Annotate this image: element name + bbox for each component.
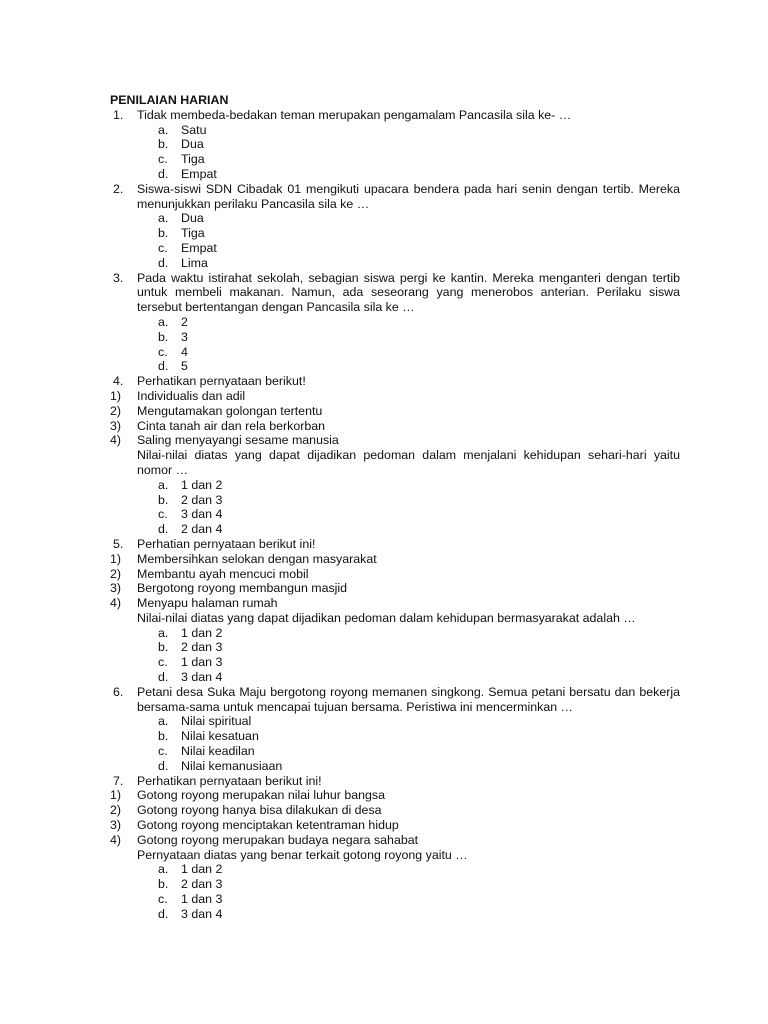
question-text: Perhatian pernyataan berikut ini! (137, 536, 316, 551)
option-text: Dua (181, 137, 204, 152)
answer-option (110, 241, 680, 256)
question-number: 4. (113, 374, 124, 389)
option-text: 2 dan 3 (181, 492, 223, 507)
option-letter: c. (158, 507, 168, 522)
answer-option (110, 152, 680, 167)
question-number: 2. (113, 181, 124, 196)
answer-option (110, 256, 680, 271)
question-text: Perhatikan pernyataan berikut ini! (137, 773, 322, 788)
question-text: Pada waktu istirahat sekolah, sebagian siswa pergi ke kantin. Mereka menganteri dengan tertib untuk membeli makanan. Namun, ada seseorang yang menerobos anterian. Perilaku siswa tersebut bertentangan dengan Pancasila sila ke … (137, 270, 680, 315)
question-text: Siswa-siswi SDN Cibadak 01 mengikuti upacara bendera pada hari senin dengan tertib. Mereka menunjukkan perilaku Pancasila sila ke … (137, 181, 680, 211)
document-body (110, 93, 680, 922)
statement-text: Cinta tanah air dan rela berkorban (137, 418, 326, 433)
option-letter: d. (158, 359, 169, 374)
statement-text: Menyapu halaman rumah (137, 596, 278, 611)
option-letter: a. (158, 314, 169, 329)
option-letter: b. (158, 329, 169, 344)
answer-option (110, 167, 680, 182)
statement-item (110, 389, 680, 404)
option-letter: b. (158, 137, 169, 152)
statement-item (110, 433, 680, 448)
option-letter: a. (158, 625, 169, 640)
option-letter: d. (158, 166, 169, 181)
option-letter: a. (158, 211, 169, 226)
question-stem (110, 374, 680, 389)
option-text: Tiga (181, 226, 205, 241)
option-letter: b. (158, 729, 169, 744)
question-list (110, 108, 680, 922)
answer-option (110, 714, 680, 729)
option-text: Lima (181, 255, 208, 270)
statement-item (110, 833, 680, 848)
answer-option (110, 137, 680, 152)
answer-option (110, 359, 680, 374)
statement-item (110, 404, 680, 419)
option-letter: b. (158, 877, 169, 892)
question-stem (110, 108, 680, 123)
statement-item (110, 567, 680, 582)
option-letter: a. (158, 122, 169, 137)
question-2 (110, 182, 680, 271)
statement-text: Individualis dan adil (137, 388, 246, 403)
answer-option (110, 226, 680, 241)
option-text: Tiga (181, 152, 205, 167)
answer-option (110, 507, 680, 522)
question-stem (110, 537, 680, 552)
option-text: 1 dan 3 (181, 892, 223, 907)
statement-number: 3) (110, 818, 122, 833)
option-letter: d. (158, 522, 169, 537)
statement-item (110, 552, 680, 567)
option-letter: a. (158, 862, 169, 877)
option-text: Nilai kemanusiaan (181, 758, 283, 773)
answer-option (110, 640, 680, 655)
question-text: Tidak membeda-bedakan teman merupakan pengamalam Pancasila sila ke- … (137, 107, 572, 122)
answer-option (110, 655, 680, 670)
answer-option (110, 744, 680, 759)
option-text: 2 dan 3 (181, 877, 223, 892)
question-1 (110, 108, 680, 182)
option-text: 2 dan 3 (181, 640, 223, 655)
question-6 (110, 685, 680, 774)
statement-text: Mengutamakan golongan tertentu (137, 403, 323, 418)
statement-text: Membersihkan selokan dengan masyarakat (137, 551, 377, 566)
answer-option (110, 892, 680, 907)
answer-option (110, 877, 680, 892)
statement-number: 3) (110, 581, 122, 596)
option-letter: d. (158, 758, 169, 773)
answer-option (110, 493, 680, 508)
statement-item (110, 818, 680, 833)
statement-number: 4) (110, 433, 122, 448)
statement-number: 3) (110, 418, 122, 433)
statement-item (110, 419, 680, 434)
answer-option (110, 345, 680, 360)
answer-option (110, 330, 680, 345)
statement-text: Gotong royong menciptakan ketentraman hidup (137, 818, 399, 833)
option-text: 2 (181, 314, 188, 329)
statement-text: Gotong royong merupakan nilai luhur bangsa (137, 788, 385, 803)
question-stem (110, 182, 680, 212)
option-text: Dua (181, 211, 204, 226)
question-number: 7. (113, 773, 124, 788)
question-number: 3. (113, 270, 124, 285)
question-number: 6. (113, 684, 124, 699)
question-3 (110, 271, 680, 375)
answer-option (110, 211, 680, 226)
question-number: 5. (113, 536, 124, 551)
answer-option (110, 670, 680, 685)
statement-number: 4) (110, 832, 122, 847)
option-text: 4 (181, 344, 188, 359)
document-title: PENILAIAN HARIAN (110, 93, 229, 107)
option-letter: d. (158, 670, 169, 685)
question-7 (110, 774, 680, 922)
option-letter: b. (158, 492, 169, 507)
answer-option (110, 729, 680, 744)
answer-option (110, 907, 680, 922)
option-letter: d. (158, 255, 169, 270)
option-text: Empat (181, 166, 217, 181)
statement-item (110, 596, 680, 611)
question-stem (110, 271, 680, 315)
option-text: Satu (181, 122, 207, 137)
question-prompt: Nilai-nilai diatas yang dapat dijadikan pedoman dalam menjalani kehidupan sehari-hari yaitu nomor … (137, 448, 680, 477)
statement-number: 1) (110, 388, 122, 403)
statement-number: 4) (110, 596, 122, 611)
answer-option (110, 522, 680, 537)
statement-text: Bergotong royong membangun masjid (137, 581, 348, 596)
statement-item (110, 803, 680, 818)
answer-option (110, 862, 680, 877)
question-text: Perhatikan pernyataan berikut! (137, 374, 306, 389)
option-letter: c. (158, 744, 168, 759)
option-text: 3 dan 4 (181, 507, 223, 522)
option-text: 1 dan 3 (181, 655, 223, 670)
question-number: 1. (113, 107, 124, 122)
statement-item (110, 788, 680, 803)
option-letter: b. (158, 640, 169, 655)
question-5 (110, 537, 680, 685)
option-text: 1 dan 2 (181, 862, 223, 877)
statement-text: Gotong royong hanya bisa dilakukan di desa (137, 803, 382, 818)
option-text: 5 (181, 359, 188, 374)
question-text: Petani desa Suka Maju bergotong royong memanen singkong. Semua petani bersatu dan bekerja bersama-sama untuk mencapai tujuan bersama. Peristiwa ini mencerminkan … (137, 684, 680, 714)
option-text: Nilai spiritual (181, 714, 252, 729)
option-letter: b. (158, 226, 169, 241)
option-text: Empat (181, 240, 217, 255)
option-text: 1 dan 2 (181, 625, 223, 640)
option-text: 2 dan 4 (181, 522, 223, 537)
question-stem (110, 685, 680, 715)
question-prompt: Pernyataan diatas yang benar terkait gotong royong yaitu … (137, 847, 468, 862)
option-letter: c. (158, 152, 168, 167)
option-text: 1 dan 2 (181, 477, 223, 492)
option-text: Nilai keadilan (181, 744, 255, 759)
option-letter: c. (158, 655, 168, 670)
statement-number: 1) (110, 788, 122, 803)
answer-option (110, 478, 680, 493)
option-text: Nilai kesatuan (181, 729, 259, 744)
statement-number: 2) (110, 566, 122, 581)
question-stem (110, 774, 680, 789)
option-letter: c. (158, 240, 168, 255)
option-letter: c. (158, 892, 168, 907)
statement-text: Saling menyayangi sesame manusia (137, 433, 339, 448)
option-letter: d. (158, 906, 169, 921)
answer-option (110, 123, 680, 138)
answer-option (110, 759, 680, 774)
statement-number: 2) (110, 403, 122, 418)
answer-option (110, 315, 680, 330)
statement-item (110, 581, 680, 596)
option-text: 3 (181, 329, 188, 344)
option-letter: a. (158, 714, 169, 729)
question-prompt: Nilai-nilai diatas yang dapat dijadikan pedoman dalam kehidupan bermasyarakat adalah … (137, 610, 636, 625)
statement-text: Membantu ayah mencuci mobil (137, 566, 309, 581)
answer-option (110, 626, 680, 641)
statement-number: 2) (110, 803, 122, 818)
statement-number: 1) (110, 551, 122, 566)
question-4 (110, 374, 680, 537)
option-letter: a. (158, 477, 169, 492)
option-letter: c. (158, 344, 168, 359)
option-text: 3 dan 4 (181, 906, 223, 921)
option-text: 3 dan 4 (181, 670, 223, 685)
statement-text: Gotong royong merupakan budaya negara sahabat (137, 832, 419, 847)
